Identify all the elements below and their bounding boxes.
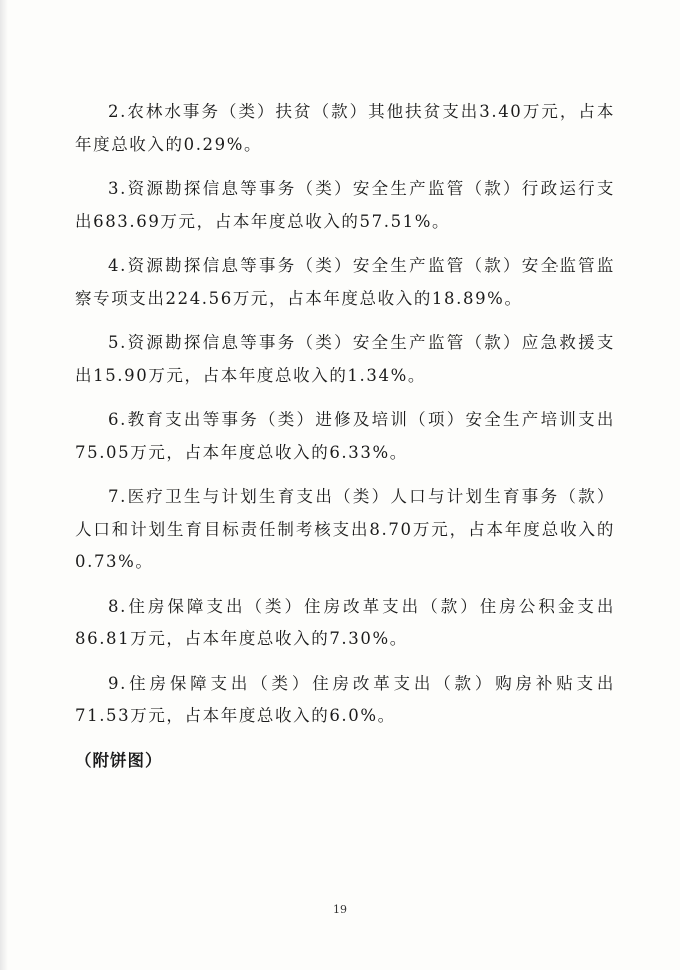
expenditure-item-7: 7.医疗卫生与计划生育支出（类）人口与计划生育事务（款）人口和计划生育目标责任制考核支出8.70万元，占本年度总收入的0.73%。	[75, 487, 615, 571]
expenditure-item-5: 5.资源勘探信息等事务（类）安全生产监管（款）应急救援支出15.90万元，占本年度总收入的1.34%。	[75, 333, 615, 385]
scan-edge-shadow	[0, 0, 8, 970]
expenditure-item-8: 8.住房保障支出（类）住房改革支出（款）住房公积金支出86.81万元，占本年度总收入的7.30%。	[75, 596, 615, 648]
pie-chart-note: （附饼图）	[75, 750, 163, 770]
expenditure-item-2: 2.农林水事务（类）扶贫（款）其他扶贫支出3.40万元，占本年度总收入的0.29%。	[75, 102, 615, 154]
expenditure-item-4: 4.资源勘探信息等事务（类）安全生产监管（款）安全监管监察专项支出224.56万元，占本年度总收入的18.89%。	[75, 256, 615, 308]
expenditure-item-6: 6.教育支出等事务（类）进修及培训（项）安全生产培训支出75.05万元，占本年度总收入的6.33%。	[75, 410, 615, 462]
document-body	[75, 96, 615, 777]
expenditure-item-9: 9.住房保障支出（类）住房改革支出（款）购房补贴支出71.53万元，占本年度总收入的6.0%。	[75, 673, 615, 725]
page-number: 19	[333, 903, 347, 916]
expenditure-item-3: 3.资源勘探信息等事务（类）安全生产监管（款）行政运行支出683.69万元，占本年度总收入的57.51%。	[75, 179, 615, 231]
